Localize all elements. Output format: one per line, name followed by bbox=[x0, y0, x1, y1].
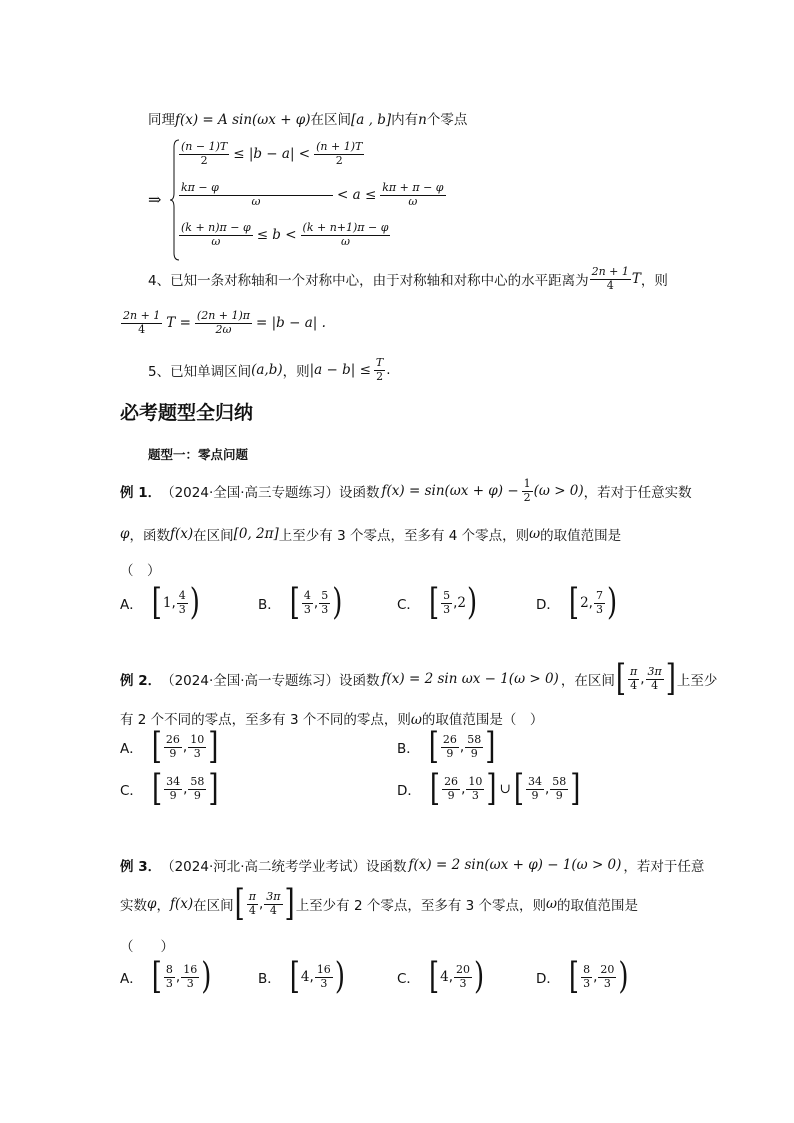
intro-text: 同理 bbox=[148, 112, 175, 128]
example-3-line-1: 例 3． （2024·河北·高二统考学业考试）设函数 f(x) = 2 sin(ωx + φ) − 1(ω > 0) ，若对于任意 bbox=[120, 857, 705, 875]
intro-text: 在区间 bbox=[310, 112, 352, 128]
fraction: $\frac{(2n + 1)\pi}{2\omega}$ bbox=[196, 309, 251, 336]
example-3-option-b[interactable]: B． [ 4 , $\frac{16}{3}$ ) bbox=[258, 956, 345, 999]
item-4-line-1: 4、已知一条对称轴和一个对称中心，由于对称轴和对称中心的水平距离为 $\frac{2n + 1}{4}$ T ，则 bbox=[148, 265, 668, 292]
system-row-1: $\frac{(n - 1)T}{2}$ ≤ |b − a| < $\frac{(n + 1)T}{2}$ bbox=[181, 140, 363, 167]
implies-arrow: ⇒ bbox=[148, 190, 162, 209]
example-1-option-a[interactable]: A． [ 1 , $\frac{4}{3}$ ) bbox=[120, 582, 200, 625]
subsection-title: 题型一：零点问题 bbox=[148, 447, 249, 462]
item-5-line: 5、已知单调区间 (a,b) ，则 |a − b| ≤ $\frac{T}{2}$ . bbox=[148, 356, 391, 383]
system-row-3: $\frac{(k + n)\pi - \varphi}{\omega}$ ≤ b < $\frac{(k + n+1)\pi - \varphi}{\omega}$ bbox=[181, 221, 389, 248]
example-3-line-2: 实数 φ ， f(x) 在区间 [ $\frac{\pi}{4}$ , $\frac{3\pi}{4}$ ] 上至少有 2 个零点，至多有 3 个零点，则 ω 的取值范围是 bbox=[120, 883, 639, 926]
item-4-line-2: $\frac{2n + 1}{4}$ T = $\frac{(2n + 1)\pi}{2\omega}$ = |b − a| . bbox=[123, 309, 326, 336]
example-2-option-d[interactable]: D． [ $\frac{26}{9}$ , $\frac{10}{3}$ ] ∪ [ $\frac{34}{9}$ , $\frac{58}{9}$ ] bbox=[397, 768, 581, 811]
fraction: $\frac{1}{2}$ bbox=[523, 477, 531, 504]
fraction: $\frac{(n + 1)T}{2}$ bbox=[316, 140, 363, 167]
intro-function: f(x) = A sin(ωx + φ) bbox=[175, 112, 311, 128]
example-1-option-c[interactable]: C． [ $\frac{5}{3}$ , 2 ) bbox=[397, 582, 478, 625]
fraction: $\frac{(n - 1)T}{2}$ bbox=[181, 140, 228, 167]
example-3-option-c[interactable]: C． [ 4 , $\frac{20}{3}$ ) bbox=[397, 956, 485, 999]
example-1-option-b[interactable]: B． [ $\frac{4}{3}$ , $\frac{5}{3}$ ) bbox=[258, 582, 343, 625]
fraction: $\frac{(k + n)\pi - \varphi}{\omega}$ bbox=[181, 221, 251, 248]
example-1-line-2: φ ，函数 f(x) 在区间 [0, 2π] 上至少有 3 个零点，至多有 4 个零点，则 ω 的取值范围是 bbox=[120, 526, 622, 544]
fraction: $\frac{2n + 1}{4}$ bbox=[123, 309, 161, 336]
example-2-option-b[interactable]: B． [ $\frac{26}{9}$ , $\frac{58}{9}$ ] bbox=[397, 726, 496, 769]
intro-interval: [a , b] bbox=[351, 112, 392, 128]
example-2-line-1: 例 2． （2024·全国·高一专题练习）设函数 f(x) = 2 sin ωx − 1(ω > 0) ，在区间 [ $\frac{\pi}{4}$ , $\frac{3\pi}{4}$ ] 上至少 bbox=[120, 658, 718, 701]
intro-text: 内有 bbox=[391, 112, 419, 128]
example-3-paren: （ ） bbox=[120, 939, 174, 955]
example-1-paren: （ ） bbox=[120, 563, 161, 579]
fraction: $\frac{T}{2}$ bbox=[375, 356, 384, 383]
example-2-option-c[interactable]: C． [ $\frac{34}{9}$ , $\frac{58}{9}$ ] bbox=[120, 768, 219, 811]
example-2-option-a[interactable]: A． [ $\frac{26}{9}$ , $\frac{10}{3}$ ] bbox=[120, 726, 219, 769]
fraction: $\frac{(k + n+1)\pi - \varphi}{\omega}$ bbox=[302, 221, 389, 248]
example-1-line-1: 例 1． （2024·全国·高三专题练习）设函数 f(x) = sin(ωx + φ) − $\frac{1}{2}$ (ω > 0) ，若对于任意实数 bbox=[120, 477, 692, 504]
system-row-2: $\frac{k\pi - \varphi}{\omega}$ < a ≤ $\frac{k\pi + \pi - \varphi}{\omega}$ bbox=[181, 181, 444, 208]
intro-n: n bbox=[418, 112, 427, 128]
intro-text: 个零点 bbox=[426, 112, 468, 128]
fraction: $\frac{k\pi + \pi - \varphi}{\omega}$ bbox=[382, 181, 444, 208]
example-1-option-d[interactable]: D． [ 2 , $\frac{7}{3}$ ) bbox=[536, 582, 618, 625]
example-2-line-2: 有 2 个不同的零点，至多有 3 个不同的零点，则ω的取值范围是（ ） bbox=[120, 712, 544, 728]
intro-line bbox=[148, 108, 467, 128]
example-3-option-a[interactable]: A． [ $\frac{8}{3}$ , $\frac{16}{3}$ ) bbox=[120, 956, 212, 999]
example-3-option-d[interactable]: D． [ $\frac{8}{3}$ , $\frac{20}{3}$ ) bbox=[536, 956, 629, 999]
section-title: 必考题型全归纳 bbox=[120, 402, 254, 424]
fraction: $\frac{2n + 1}{4}$ bbox=[591, 265, 629, 292]
fraction: $\frac{k\pi - \varphi}{\omega}$ bbox=[179, 182, 333, 208]
